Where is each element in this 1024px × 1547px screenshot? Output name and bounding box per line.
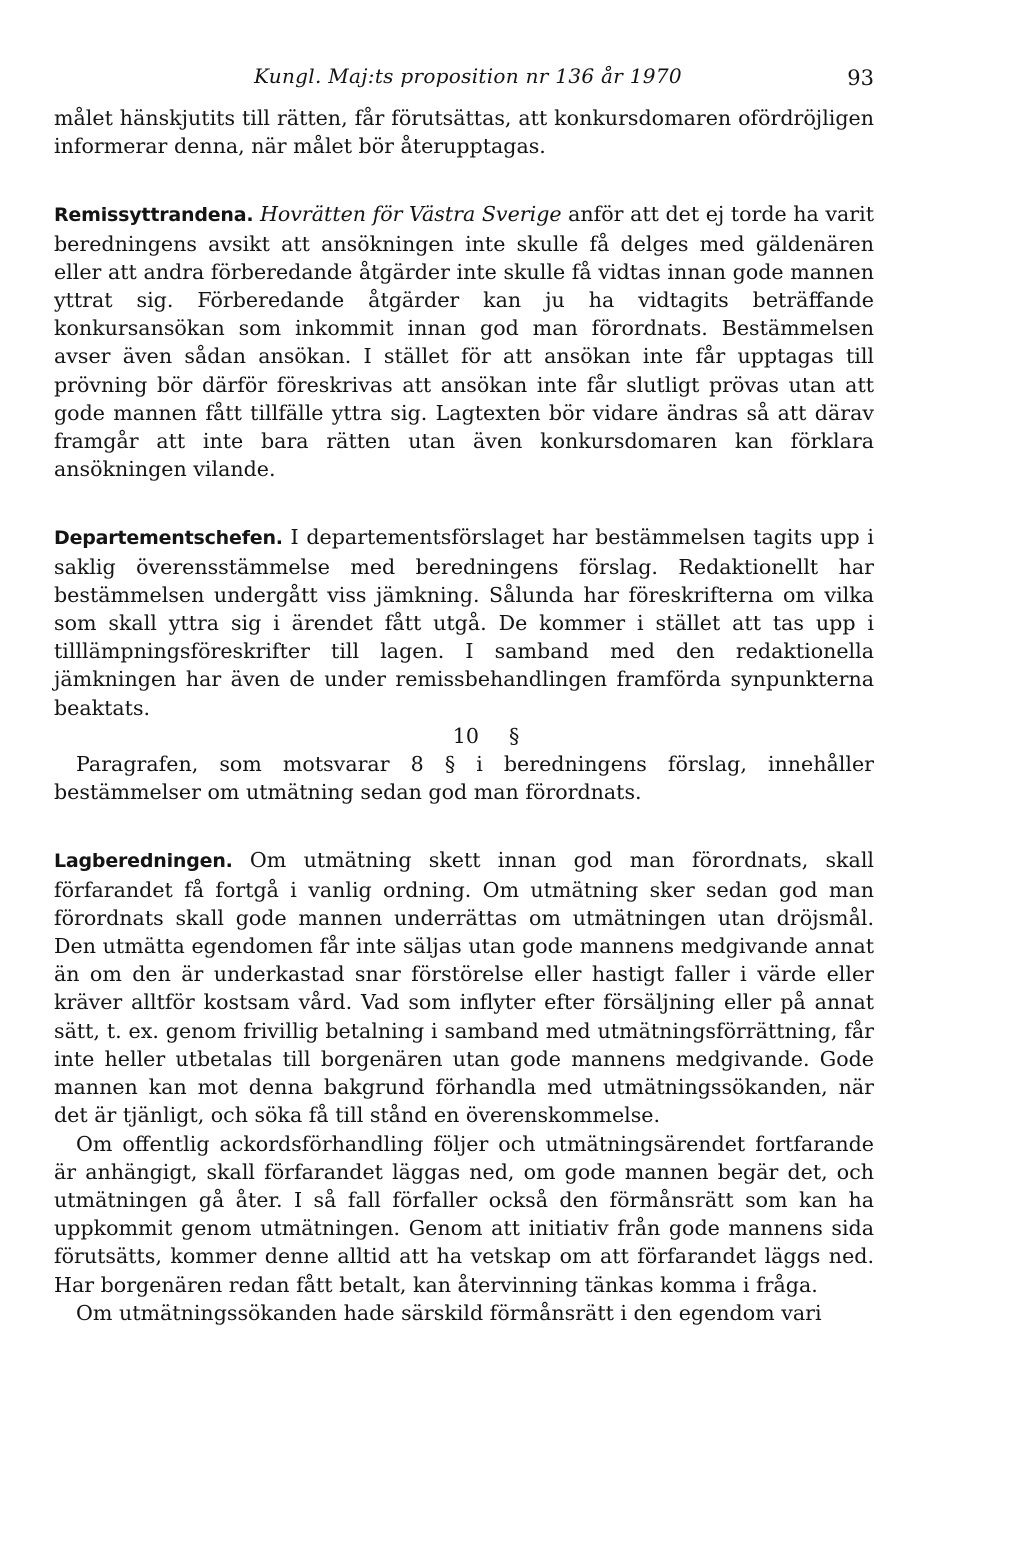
paragraph-text: I departementsförslaget har bestämmelsen tagits upp i saklig överensstämmelse med beredningens förslag. Redaktionellt har bestämmelsen undergått viss jämkning. Sålunda har föreskrifterna om vilka som skall yttra sig i ärendet fått utgå. De kommer i stället att tas upp i tilllämpningsföreskrifter till lagen. I samband med den redaktionella jämkningen har även de under remissbehandlingen framförda synpunkterna beaktats. <box>54 525 874 720</box>
running-head: Kungl. Maj:ts proposition nr 136 år 1970 <box>254 64 682 88</box>
paragraph-text: Om utmätning skett innan god man förordnats, skall förfarandet få fortgå i vanlig ordning. Om utmätning sker sedan god man förordnats skall gode mannen underrättas om utmätningen utan dröjsmål. Den utmätta egendomen får inte säljas utan gode mannens medgivande annat än om den är underkastad snar förstörelse eller hastigt faller i värde eller kräver alltför kostsam vård. Vad som inflyter efter försäljning eller på annat sätt, t. ex. genom frivillig betalning i samband med utmätningsförrättning, får inte heller utbetalas till borgenären utan gode mannens medgivande. Gode mannen kan mot denna bakgrund förhandla med utmätningssökanden, när det är tjänligt, och söka få till stånd en överenskommelse. <box>54 848 874 1128</box>
court-name: Hovrätten för Västra Sverige <box>259 202 562 227</box>
section-number: 10 <box>452 723 479 748</box>
section-sign: § <box>508 723 520 748</box>
speaker-label: Departementschefen. <box>54 527 283 550</box>
speaker-label: Remissyttrandena. <box>54 204 254 227</box>
paragraph-remissyttrandena <box>54 200 874 483</box>
speaker-label: Lagberedningen. <box>54 850 233 873</box>
paragraph-text: anför att det ej torde ha varit beredningens avsikt att ansökningen inte skulle få delges med gäldenären eller att andra förberedande åtgärder inte skulle få vidtas innan gode mannen yttrat sig. Förberedande åtgärder kan ju ha vidtagits beträffande konkursansökan som inkommit innan god man förordnats. Bestämmelsen avser även sådan ansökan. I stället för att ansökan inte får upptagas till prövning bör därför föreskrivas att ansökan inte får slutligt prövas utan att gode mannen fått tillfälle yttra sig. Lagtexten bör vidare ändras så att därav framgår att inte bara rätten utan även konkursdomaren kan förklara ansökningen vilande. <box>54 202 874 482</box>
section-heading <box>54 722 874 750</box>
paragraph-formansratt: Om utmätningssökanden hade särskild förmånsrätt i den egendom vari <box>76 1300 822 1325</box>
paragraph-lagberedningen <box>54 846 874 1129</box>
page-number: 93 <box>847 66 874 90</box>
paragraph-continuation: målet hänskjutits till rätten, får förutsättas, att konkursdomaren ofördröjligen informerar denna, när målet bör återupptagas. <box>54 106 874 159</box>
paragraph-paragrafen: Paragrafen, som motsvarar 8 § i beredningens förslag, innehåller bestämmelser om utmätning sedan god man förordnats. <box>54 752 874 805</box>
paragraph-departementschefen <box>54 523 874 721</box>
body-text <box>54 104 874 1327</box>
paragraph-ackordsforhandling: Om offentlig ackordsförhandling följer och utmätningsärendet fortfarande är anhängigt, skall förfarandet läggas ned, om gode mannen begär det, och utmätningen gå åter. I så fall förfaller också den förmånsrätt som kan ha uppkommit genom utmätningen. Genom att initiativ från gode mannens sida förutsätts, kommer denne alltid att ha vetskap om att förfarandet läggs ned. Har borgenären redan fått betalt, kan återvinning tänkas komma i fråga. <box>54 1131 874 1297</box>
page-header <box>254 64 874 94</box>
